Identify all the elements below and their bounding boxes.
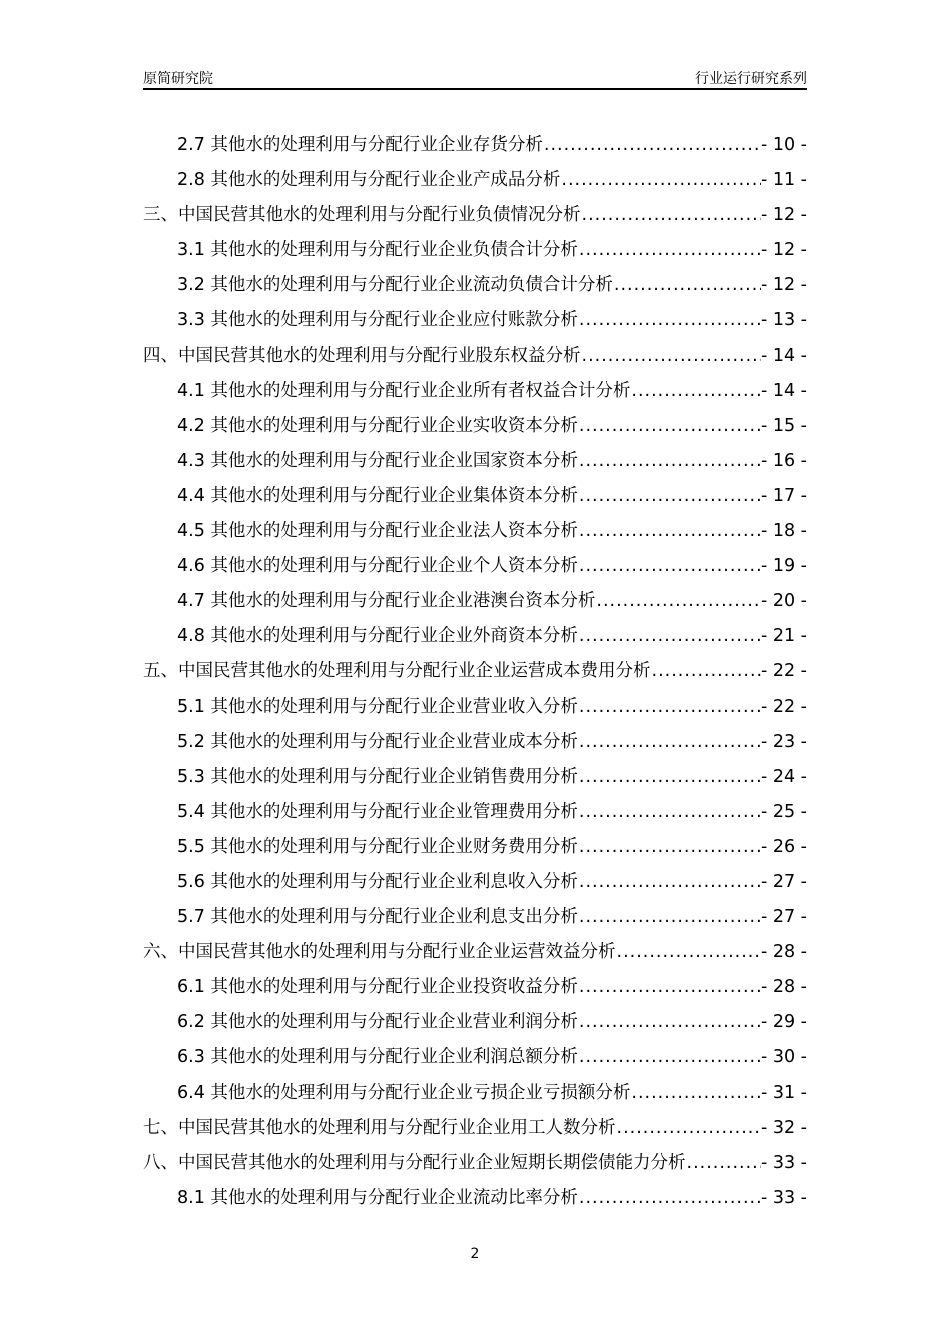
toc-entry[interactable] <box>143 303 807 338</box>
toc-dot-leader <box>578 514 761 549</box>
toc-entry-page: - 17 - <box>760 485 807 506</box>
toc-entry-title: 2.7 其他水的处理利用与分配行业企业存货分析 <box>177 135 543 155</box>
toc-entry-page: - 12 - <box>760 240 807 261</box>
toc-entry-page: - 13 - <box>760 310 807 331</box>
toc-entry[interactable] <box>143 339 807 374</box>
toc-entry-title: 5.4 其他水的处理利用与分配行业企业管理费用分析 <box>177 801 578 822</box>
table-of-contents <box>143 128 807 1216</box>
header-series-title: 行业运行研究系列 <box>695 71 807 87</box>
toc-entry[interactable] <box>143 690 807 725</box>
toc-entry-page: - 27 - <box>760 907 807 928</box>
toc-entry-title: 3.3 其他水的处理利用与分配行业企业应付账款分析 <box>177 310 578 331</box>
toc-entry[interactable] <box>143 619 807 654</box>
toc-entry[interactable] <box>143 970 807 1005</box>
toc-entry[interactable] <box>143 1146 807 1181</box>
toc-entry[interactable] <box>143 198 807 233</box>
toc-entry[interactable] <box>143 1076 807 1111</box>
toc-dot-leader <box>581 339 761 374</box>
toc-entry-title: 4.8 其他水的处理利用与分配行业企业外商资本分析 <box>177 626 578 647</box>
toc-entry-title: 七、中国民营其他水的处理利用与分配行业企业用工人数分析 <box>143 1117 616 1138</box>
toc-dot-leader <box>616 1111 761 1146</box>
toc-dot-leader <box>581 198 761 233</box>
toc-entry[interactable] <box>143 760 807 795</box>
toc-entry-title: 2.8 其他水的处理利用与分配行业企业产成品分析 <box>177 170 561 191</box>
toc-entry-title: 4.3 其他水的处理利用与分配行业企业国家资本分析 <box>177 450 578 471</box>
toc-dot-leader <box>686 1146 761 1181</box>
toc-dot-leader <box>630 374 761 409</box>
toc-dot-leader <box>578 795 761 830</box>
toc-entry-page: - 21 - <box>760 626 807 647</box>
toc-entry[interactable] <box>143 900 807 935</box>
toc-entry[interactable] <box>143 409 807 444</box>
toc-entry-title: 4.6 其他水的处理利用与分配行业企业个人资本分析 <box>177 556 578 577</box>
toc-dot-leader <box>578 830 761 865</box>
toc-entry-page: - 26 - <box>760 836 807 857</box>
toc-entry-page: - 32 - <box>760 1117 807 1138</box>
toc-dot-leader <box>595 584 761 619</box>
toc-dot-leader <box>578 690 761 725</box>
toc-entry-page: - 18 - <box>760 521 807 542</box>
toc-entry-title: 5.1 其他水的处理利用与分配行业企业营业收入分析 <box>177 696 578 717</box>
toc-entry-title: 四、中国民营其他水的处理利用与分配行业股东权益分析 <box>143 345 581 366</box>
page-header <box>143 66 807 90</box>
toc-entry-title: 4.5 其他水的处理利用与分配行业企业法人资本分析 <box>177 521 578 542</box>
toc-entry-title: 6.3 其他水的处理利用与分配行业企业利润总额分析 <box>177 1047 578 1068</box>
toc-dot-leader <box>578 970 761 1005</box>
toc-entry[interactable] <box>143 444 807 479</box>
toc-dot-leader <box>578 865 761 900</box>
toc-dot-leader <box>616 935 761 970</box>
toc-dot-leader <box>578 303 761 338</box>
toc-entry[interactable] <box>143 233 807 268</box>
toc-dot-leader <box>578 549 761 584</box>
toc-entry-title: 五、中国民营其他水的处理利用与分配行业企业运营成本费用分析 <box>143 661 651 682</box>
toc-entry-page: - 19 - <box>760 556 807 577</box>
toc-entry-page: - 33 - <box>760 1152 807 1173</box>
toc-dot-leader <box>578 1040 761 1075</box>
toc-entry-title: 4.1 其他水的处理利用与分配行业企业所有者权益合计分析 <box>177 380 631 401</box>
toc-entry-title: 八、中国民营其他水的处理利用与分配行业企业短期长期偿债能力分析 <box>143 1152 686 1173</box>
toc-entry-page: - 25 - <box>760 801 807 822</box>
toc-entry-page: - 14 - <box>760 345 807 366</box>
toc-dot-leader <box>613 268 761 303</box>
toc-entry-page: - 28 - <box>760 942 807 963</box>
toc-entry[interactable] <box>143 1005 807 1040</box>
toc-dot-leader <box>578 725 761 760</box>
page-number: 2 <box>470 1246 480 1262</box>
toc-entry-page: - 22 - <box>760 696 807 717</box>
toc-entry[interactable] <box>143 268 807 303</box>
toc-entry[interactable] <box>143 128 807 163</box>
toc-dot-leader <box>578 444 761 479</box>
toc-dot-leader <box>578 1005 761 1040</box>
toc-entry[interactable] <box>143 374 807 409</box>
toc-entry[interactable] <box>143 514 807 549</box>
toc-dot-leader <box>630 1076 761 1111</box>
toc-dot-leader <box>578 233 761 268</box>
toc-entry-title: 3.1 其他水的处理利用与分配行业企业负债合计分析 <box>177 240 578 261</box>
toc-entry-page: - 12 - <box>760 275 807 296</box>
toc-entry[interactable] <box>143 795 807 830</box>
toc-entry-page: - 15 - <box>760 415 807 436</box>
toc-entry[interactable] <box>143 549 807 584</box>
toc-entry-page: - 16 - <box>760 450 807 471</box>
toc-entry-title: 5.6 其他水的处理利用与分配行业企业利息收入分析 <box>177 871 578 892</box>
toc-entry[interactable] <box>143 1040 807 1075</box>
toc-dot-leader <box>651 654 761 689</box>
toc-entry-page: - 30 - <box>760 1047 807 1068</box>
toc-entry-page: - 31 - <box>760 1082 807 1103</box>
toc-entry-title: 6.1 其他水的处理利用与分配行业企业投资收益分析 <box>177 977 578 998</box>
toc-entry[interactable] <box>143 163 807 198</box>
toc-dot-leader <box>578 1181 761 1216</box>
toc-entry-title: 4.7 其他水的处理利用与分配行业企业港澳台资本分析 <box>177 591 596 612</box>
toc-entry-title: 5.2 其他水的处理利用与分配行业企业营业成本分析 <box>177 731 578 752</box>
toc-entry-title: 5.5 其他水的处理利用与分配行业企业财务费用分析 <box>177 836 578 857</box>
toc-dot-leader <box>543 128 761 163</box>
toc-entry-title: 6.4 其他水的处理利用与分配行业企业亏损企业亏损额分析 <box>177 1082 631 1103</box>
toc-entry[interactable] <box>143 479 807 514</box>
toc-entry-title: 4.4 其他水的处理利用与分配行业企业集体资本分析 <box>177 485 578 506</box>
toc-dot-leader <box>578 409 761 444</box>
toc-entry[interactable] <box>143 584 807 619</box>
toc-entry-page: - 12 - <box>760 205 807 226</box>
toc-dot-leader <box>578 760 761 795</box>
toc-dot-leader <box>578 479 761 514</box>
toc-entry-page: - 10 - <box>760 135 807 155</box>
toc-entry-page: - 22 - <box>760 661 807 682</box>
toc-entry[interactable] <box>143 1181 807 1216</box>
toc-entry[interactable] <box>143 830 807 865</box>
toc-entry-title: 8.1 其他水的处理利用与分配行业企业流动比率分析 <box>177 1187 578 1208</box>
toc-dot-leader <box>578 900 761 935</box>
toc-entry-title: 3.2 其他水的处理利用与分配行业企业流动负债合计分析 <box>177 275 613 296</box>
toc-entry-page: - 33 - <box>760 1187 807 1208</box>
toc-entry[interactable] <box>143 654 807 689</box>
toc-entry-title: 4.2 其他水的处理利用与分配行业企业实收资本分析 <box>177 415 578 436</box>
toc-entry-title: 5.7 其他水的处理利用与分配行业企业利息支出分析 <box>177 907 578 928</box>
toc-dot-leader <box>560 163 761 198</box>
toc-entry-title: 六、中国民营其他水的处理利用与分配行业企业运营效益分析 <box>143 942 616 963</box>
toc-dot-leader <box>578 619 761 654</box>
toc-entry-page: - 28 - <box>760 977 807 998</box>
toc-entry-page: - 20 - <box>760 591 807 612</box>
toc-entry-page: - 24 - <box>760 766 807 787</box>
toc-entry[interactable] <box>143 1111 807 1146</box>
toc-entry-title: 6.2 其他水的处理利用与分配行业企业营业利润分析 <box>177 1012 578 1033</box>
toc-entry-page: - 23 - <box>760 731 807 752</box>
toc-entry[interactable] <box>143 865 807 900</box>
toc-entry-page: - 11 - <box>760 170 807 191</box>
toc-entry-page: - 27 - <box>760 871 807 892</box>
toc-entry-page: - 14 - <box>760 380 807 401</box>
toc-entry[interactable] <box>143 935 807 970</box>
header-org-name: 原简研究院 <box>143 71 213 87</box>
toc-entry[interactable] <box>143 725 807 760</box>
toc-entry-page: - 29 - <box>760 1012 807 1033</box>
toc-entry-title: 5.3 其他水的处理利用与分配行业企业销售费用分析 <box>177 766 578 787</box>
toc-entry-title: 三、中国民营其他水的处理利用与分配行业负债情况分析 <box>143 205 581 226</box>
